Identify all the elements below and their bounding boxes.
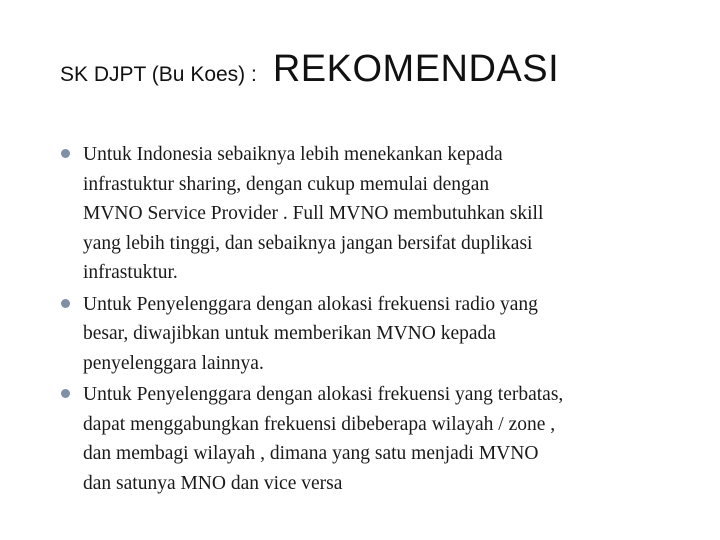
bullet-list xyxy=(60,140,670,500)
bullet-icon xyxy=(61,299,70,308)
bullet-line: dapat menggabungkan frekuensi dibeberapa wilayah / zone , xyxy=(83,413,556,435)
bullet-item xyxy=(60,290,670,379)
bullet-icon xyxy=(61,389,70,398)
bullet-icon xyxy=(61,149,70,158)
title-main: REKOMENDASI xyxy=(272,48,560,90)
bullet-line: Untuk Penyelenggara dengan alokasi frekuensi radio yang xyxy=(83,293,538,315)
bullet-line: Untuk Penyelenggara dengan alokasi frekuensi yang terbatas, xyxy=(83,384,564,405)
bullet-line: infrastuktur sharing, dengan cukup memulai dengan xyxy=(83,173,490,195)
bullet-line: dan satunya MNO dan vice versa xyxy=(83,472,343,494)
slide-title xyxy=(60,48,700,91)
bullet-line: penyelenggara lainnya. xyxy=(83,352,264,374)
bullet-line: infrastuktur. xyxy=(83,262,178,283)
title-prefix: SK DJPT (Bu Koes) : xyxy=(60,63,257,86)
bullet-line: besar, diwajibkan untuk memberikan MVNO kepada xyxy=(83,323,496,344)
bullet-line: Untuk Indonesia sebaiknya lebih menekankan kepada xyxy=(83,144,503,165)
bullet-line: yang lebih tinggi, dan sebaiknya jangan bersifat duplikasi xyxy=(83,232,533,254)
bullet-line: MVNO Service Provider . Full MVNO membutuhkan skill xyxy=(83,203,544,224)
bullet-item xyxy=(60,140,670,288)
bullet-line: dan membagi wilayah , dimana yang satu menjadi MVNO xyxy=(83,443,539,464)
bullet-item xyxy=(60,380,670,498)
